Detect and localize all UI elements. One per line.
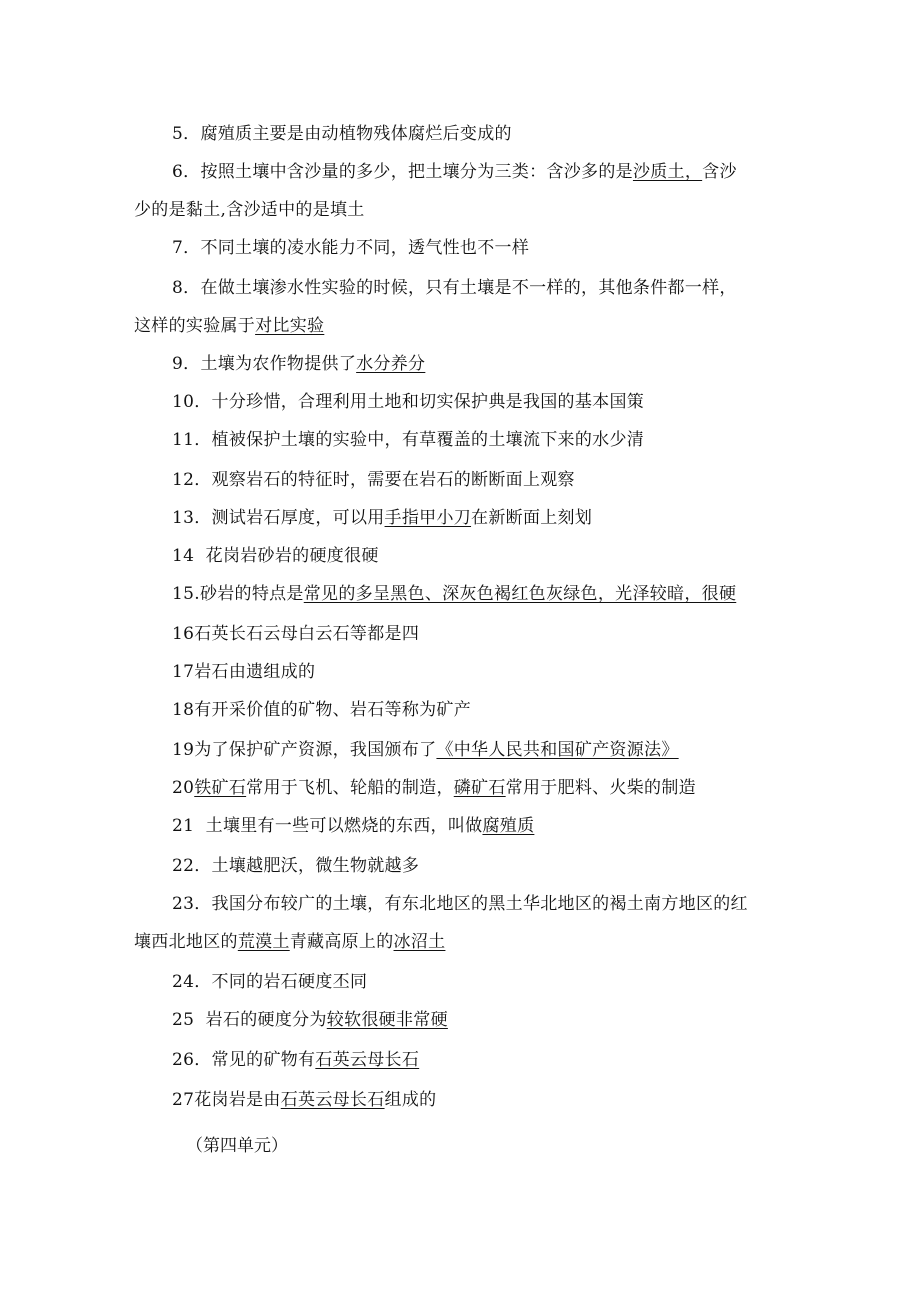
item-separator (194, 816, 205, 836)
list-item (172, 429, 644, 451)
item-text: 土壤为农作物提供了 (200, 354, 357, 374)
list-item (172, 1049, 419, 1071)
answer-text: 磷矿石 (453, 778, 506, 798)
item-text: 土壤越肥沃，微生物就越多 (211, 856, 420, 876)
list-item (172, 353, 425, 375)
item-number: 13 (172, 508, 195, 528)
item-separator: ． (194, 894, 212, 914)
item-number: 6 (172, 162, 184, 182)
item-text: 不同的岩石硬度丕同 (211, 972, 368, 992)
item-number: 11 (172, 430, 195, 450)
item-text: 花岗岩砂岩的硬度很硬 (205, 546, 379, 566)
item-number: 15. (172, 584, 200, 604)
item-separator: ． (183, 238, 201, 258)
item-text: 测试岩石厚度，可以用 (211, 508, 385, 528)
item-separator: ． (194, 508, 212, 528)
list-item (172, 545, 379, 567)
item-text: 青藏高原上的 (289, 932, 394, 952)
item-text: 在做土壤渗水性实验的时候，只有土壤是不一样的，其他条件都一样， (200, 278, 737, 298)
list-item (172, 815, 534, 837)
answer-text: 腐殖质 (482, 816, 535, 836)
item-separator: ． (194, 470, 212, 490)
answer-text: 手指甲小刀 (384, 508, 472, 528)
item-text: 石英长石云母白云石等都是四 (194, 624, 420, 644)
item-number: 21 (172, 816, 195, 836)
item-number: 8 (172, 278, 184, 298)
answer-text: 常见的多呈黑色、深灰色褐红色灰绿色，光泽较暗，很硬 (303, 584, 737, 604)
list-item (172, 391, 644, 413)
item-text: 砂岩的特点是 (199, 584, 304, 604)
answer-text: 水分养分 (356, 354, 426, 374)
item-separator: ． (194, 430, 212, 450)
item-number: 16 (172, 624, 195, 644)
item-text: 腐殖质主要是由动植物残体腐烂后变成的 (200, 124, 512, 144)
list-item (172, 971, 367, 993)
item-separator: ． (194, 392, 212, 412)
list-item (172, 237, 529, 259)
item-separator: ． (183, 354, 201, 374)
answer-text: 冰沼土 (393, 932, 446, 952)
item-text: 组成的 (384, 1090, 437, 1110)
list-item (172, 123, 512, 145)
item-number: 25 (172, 1010, 195, 1030)
item-number: 12 (172, 470, 195, 490)
item-text: 少的是黏土,含沙适中的是填土 (134, 200, 365, 220)
answer-text: 铁矿石 (194, 778, 247, 798)
item-text: 含沙 (702, 162, 737, 182)
answer-text: 《中华人民共和国矿产资源法》 (436, 740, 679, 760)
item-text: 常用于肥料、火柴的制造 (505, 778, 696, 798)
item-number: 17 (172, 662, 195, 682)
list-item-continuation (134, 199, 365, 221)
list-item (172, 777, 696, 799)
list-item (172, 739, 679, 761)
item-number: 9 (172, 354, 184, 374)
item-number: 19 (172, 740, 195, 760)
item-number: 7 (172, 238, 184, 258)
answer-text: 较软很硬非常硬 (326, 1010, 448, 1030)
item-separator: ． (183, 162, 201, 182)
item-number: 27 (172, 1090, 195, 1110)
item-text: 观察岩石的特征时，需要在岩石的断断面上观察 (211, 470, 575, 490)
list-item (172, 699, 471, 721)
item-text: 常见的矿物有 (211, 1050, 316, 1070)
item-number: 22 (172, 856, 195, 876)
item-separator: ． (194, 1050, 212, 1070)
item-text: 不同土壤的凌水能力不同，透气性也不一样 (200, 238, 530, 258)
item-text: 为了保护矿产资源，我国颁布了 (194, 740, 437, 760)
item-separator: ． (194, 972, 212, 992)
answer-text: 荒漠土 (237, 932, 290, 952)
item-separator: ． (183, 278, 201, 298)
item-text: 我国分布较广的土壤，有东北地区的黑土华北地区的褐土南方地区的红 (211, 894, 748, 914)
item-number: 20 (172, 778, 195, 798)
list-item (172, 277, 737, 299)
item-text: 在新断面上刻划 (471, 508, 593, 528)
item-number: 24 (172, 972, 195, 992)
item-text: 常用于飞机、轮船的制造， (246, 778, 454, 798)
answer-text: 沙质土， (632, 162, 703, 182)
item-text: 壤西北地区的 (134, 932, 238, 952)
list-item (172, 893, 748, 915)
item-text: 岩石由遗组成的 (194, 662, 316, 682)
item-number: 26 (172, 1050, 195, 1070)
item-text: 土壤里有一些可以燃烧的东西，叫做 (205, 816, 483, 836)
item-text: 花岗岩是由 (194, 1090, 281, 1110)
list-item-continuation (134, 315, 324, 337)
list-item (172, 661, 315, 683)
list-item-continuation (134, 931, 445, 953)
answer-text: 石英云母长石 (280, 1090, 385, 1110)
list-item (172, 583, 736, 605)
item-separator (194, 546, 205, 566)
list-item (172, 507, 592, 529)
list-item (172, 1009, 448, 1031)
list-item (172, 1089, 436, 1111)
list-item (172, 469, 575, 491)
answer-text: 对比实验 (255, 316, 325, 336)
item-text: 这样的实验属于 (134, 316, 256, 336)
item-text: 岩石的硬度分为 (205, 1010, 327, 1030)
item-number: 14 (172, 546, 195, 566)
item-number: 23 (172, 894, 195, 914)
item-separator (194, 1010, 205, 1030)
item-separator: ． (183, 124, 201, 144)
item-text: 十分珍惜，合理利用土地和切实保护典是我国的基本国策 (211, 392, 645, 412)
list-item (172, 855, 419, 877)
item-number: 18 (172, 700, 195, 720)
item-text: 植被保护土壤的实验中，有草覆盖的土壤流下来的水少清 (211, 430, 645, 450)
answer-text: 石英云母长石 (315, 1050, 420, 1070)
item-text: 有开采价值的矿物、岩石等称为矿产 (194, 700, 472, 720)
list-item (172, 623, 419, 645)
list-item (172, 161, 737, 183)
item-number: 5 (172, 124, 184, 144)
unit-label: （第四单元） (186, 1136, 288, 1156)
item-number: 10 (172, 392, 195, 412)
item-text: 按照土壤中含沙量的多少，把土壤分为三类：含沙多的是 (200, 162, 633, 182)
item-separator: ． (194, 856, 212, 876)
